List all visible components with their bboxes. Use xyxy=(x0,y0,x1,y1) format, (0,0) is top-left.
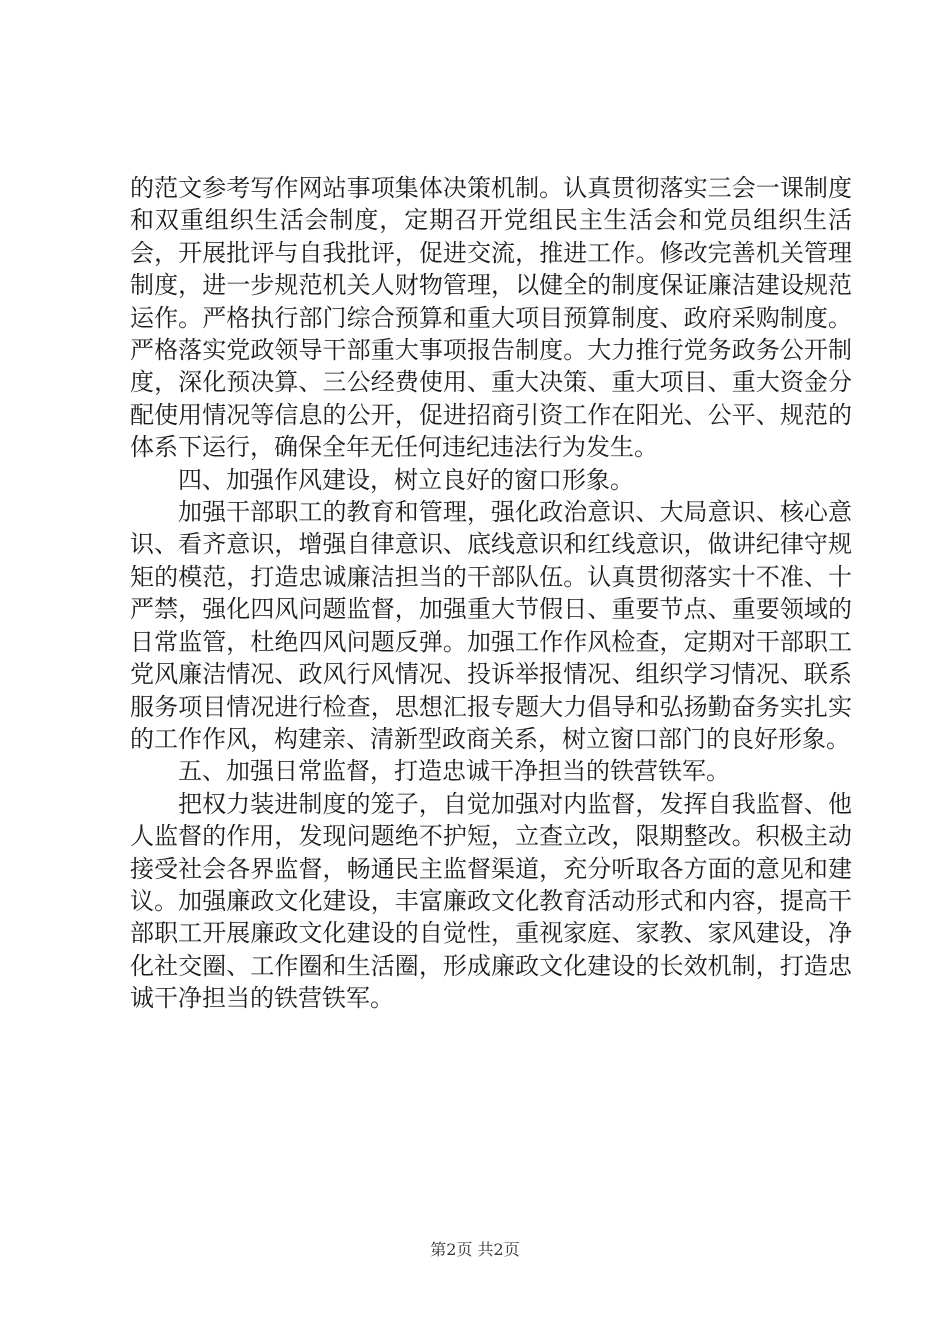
section-heading: 五、加强日常监督，打造忠诚干净担当的铁营铁军。 xyxy=(178,757,730,786)
paragraph: 加强干部职工的教育和管理，强化政治意识、大局意识、核心意识、看齐意识，增强自律意识、底线意识和红线意识，做讲纪律守规矩的模范，打造忠诚廉洁担当的干部队伍。认真贯彻落实十不准、十严禁，强化四风问题监督，加强重大节假日、重要节点、重要领域的日常监管，杜绝四风问题反弹。加强工作作风检查，定期对干部职工党风廉洁情况、政风行风情况、投诉举报情况、组织学习情况、联系服务项目情况进行检查，思想汇报专题大力倡导和弘扬勤奋务实扎实的工作作风，构建亲、清新型政商关系，树立窗口部门的良好形象。 xyxy=(130,498,852,753)
paragraph: 把权力装进制度的笼子，自觉加强对内监督，发挥自我监督、他人监督的作用，发现问题绝不护短，立查立改，限期整改。积极主动接受社会各界监督，畅通民主监督渠道，充分听取各方面的意见和建议。加强廉政文化建设，丰富廉政文化教育活动形式和内容，提高干部职工开展廉政文化建设的自觉性，重视家庭、家教、家风建设，净化社交圈、工作圈和生活圈，形成廉政文化建设的长效机制，打造忠诚干净担当的铁营铁军。 xyxy=(130,789,852,1013)
section-heading: 四、加强作风建设，树立良好的窗口形象。 xyxy=(178,465,634,494)
document-body xyxy=(130,172,852,1015)
page-footer xyxy=(0,1240,950,1260)
page-number: 第2页 共2页 xyxy=(430,1240,520,1259)
paragraph: 的范文参考写作网站事项集体决策机制。认真贯彻落实三会一课制度和双重组织生活会制度，定期召开党组民主生活会和党员组织生活会，开展批评与自我批评，促进交流，推进工作。修改完善机关管理制度，进一步规范机关人财物管理，以健全的制度保证廉洁建设规范运作。严格执行部门综合预算和重大项目预算制度、政府采购制度。严格落实党政领导干部重大事项报告制度。大力推行党务政务公开制度，深化预决算、三公经费使用、重大决策、重大项目、重大资金分配使用情况等信息的公开，促进招商引资工作在阳光、公平、规范的体系下运行，确保全年无任何违纪违法行为发生。 xyxy=(130,174,852,462)
